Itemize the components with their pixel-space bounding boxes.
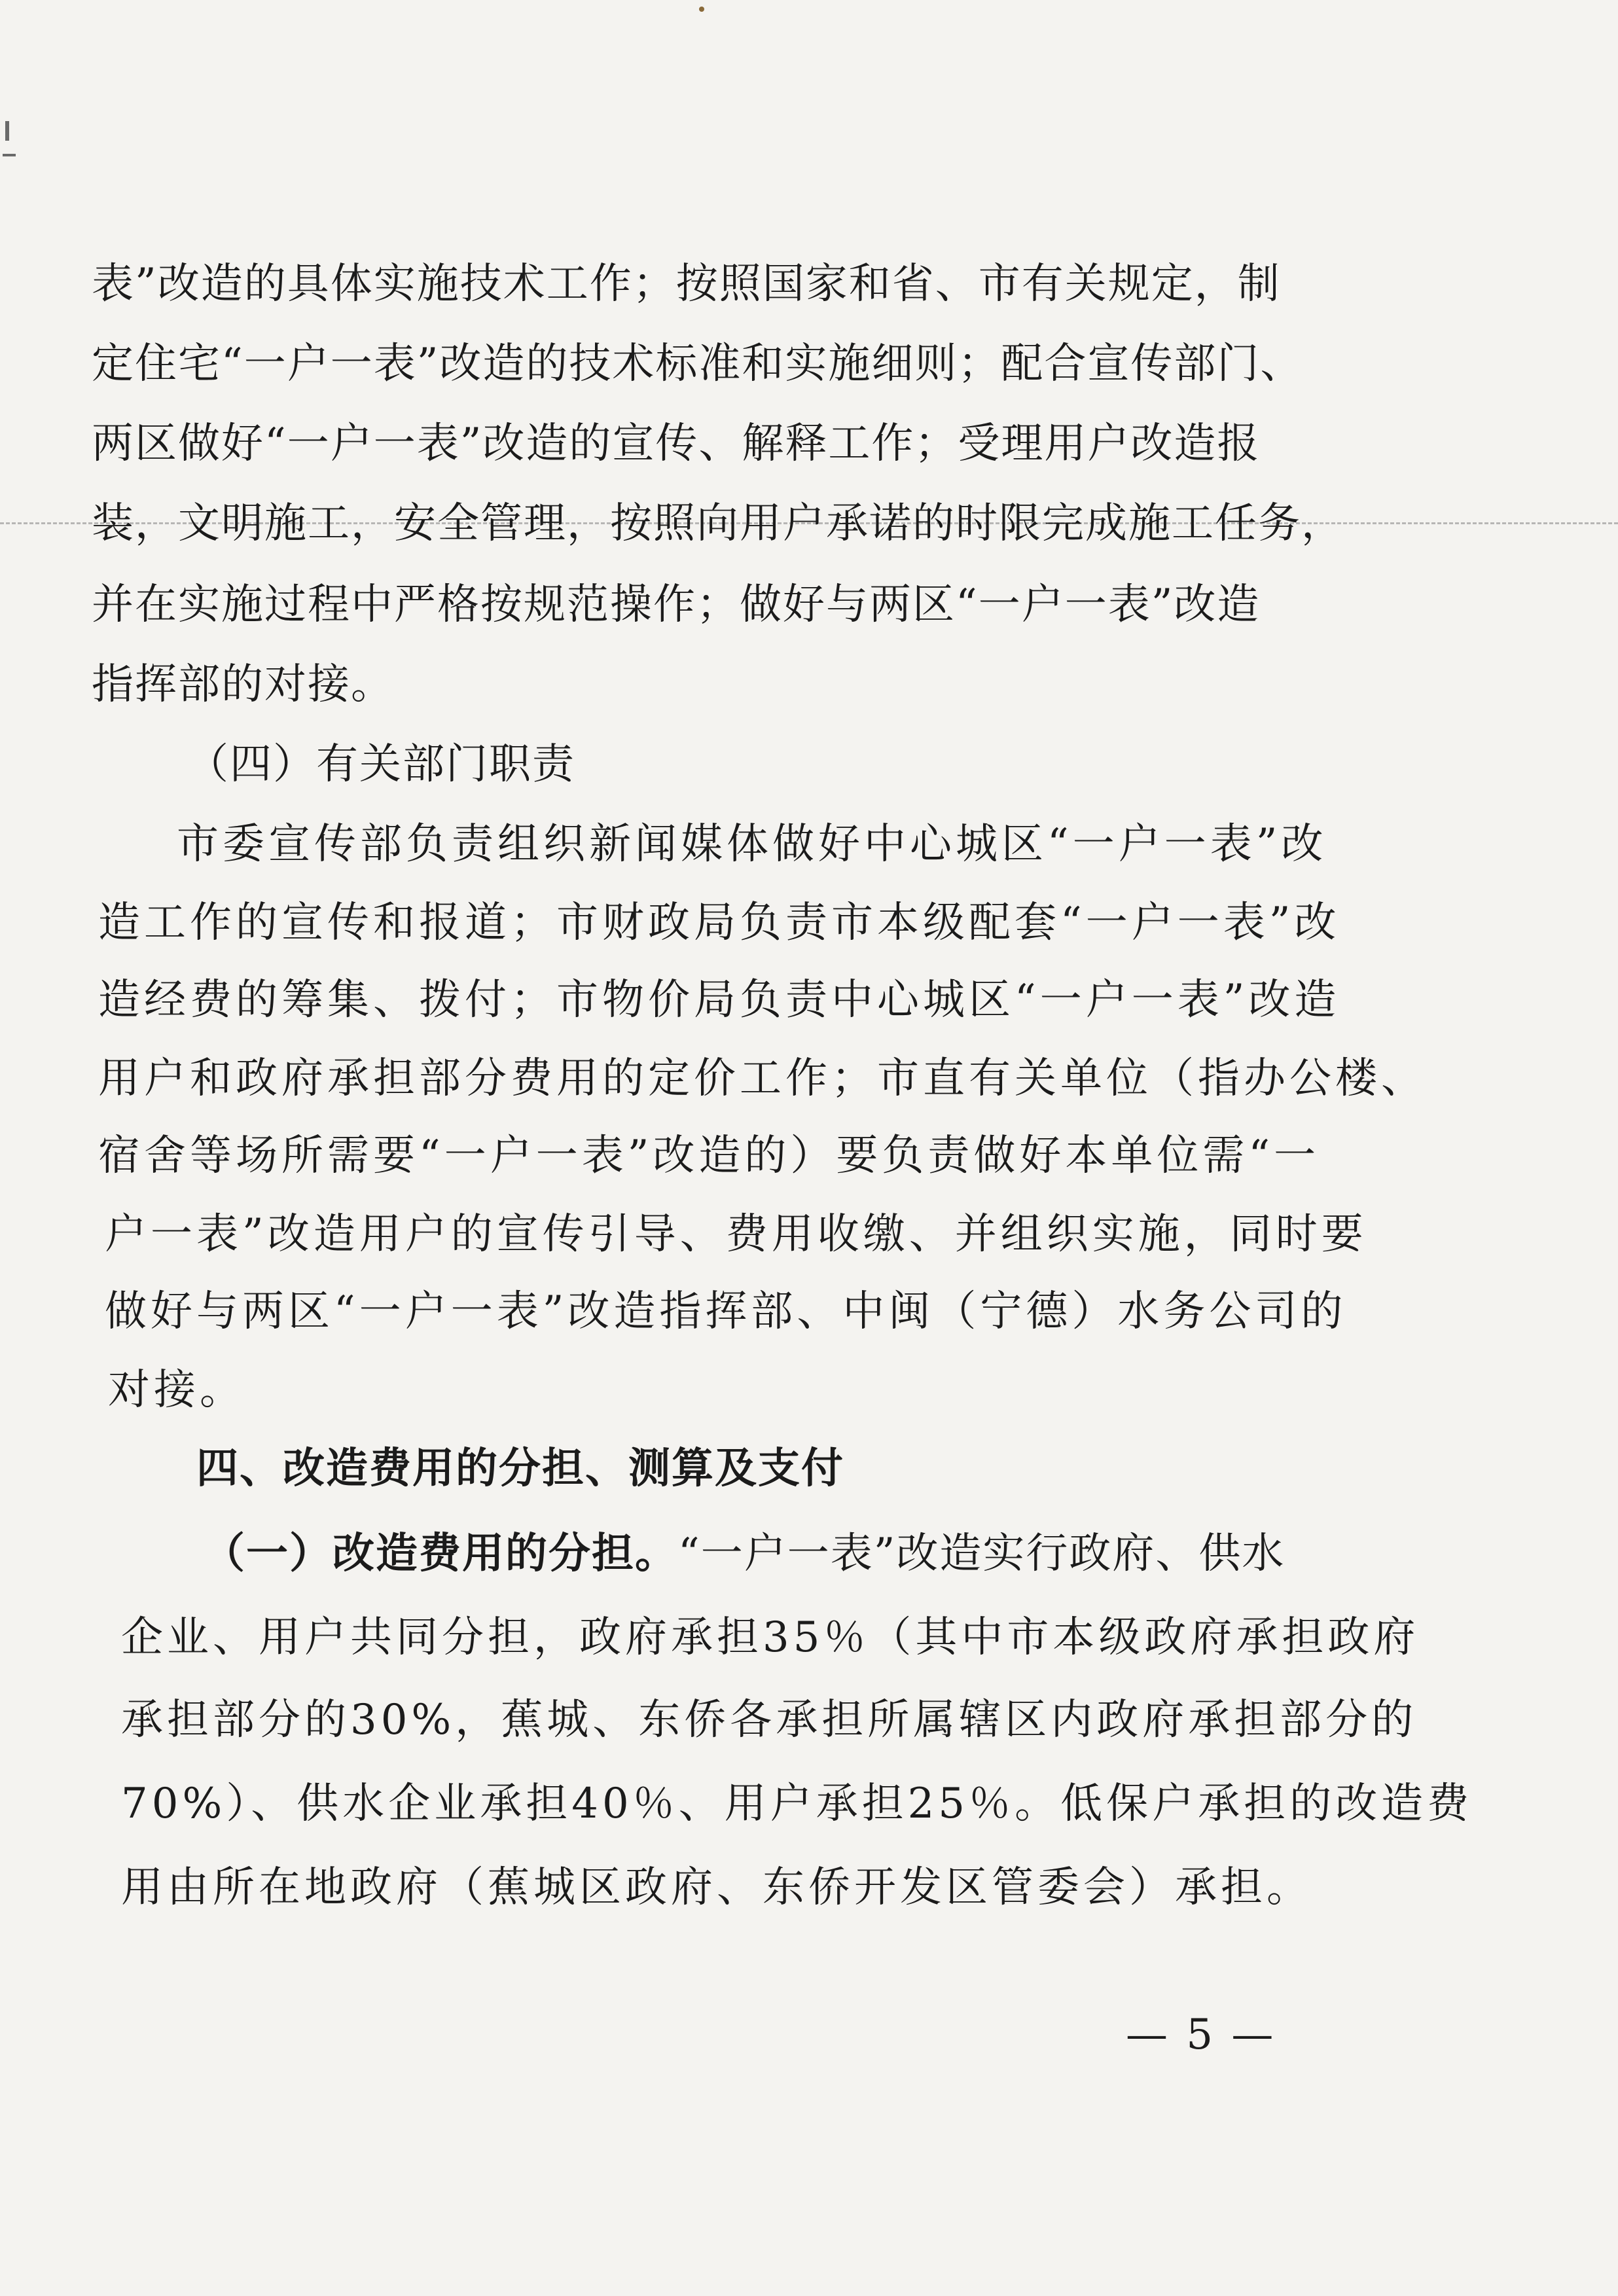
body-line: 指挥部的对接。 bbox=[92, 660, 394, 709]
body-line: 用户和政府承担部分费用的定价工作；市直有关单位（指办公楼、 bbox=[98, 1054, 1427, 1103]
scan-mark bbox=[5, 121, 9, 141]
body-line: 市委宣传部负责组织新闻媒体做好中心城区“一户一表”改 bbox=[177, 820, 1327, 869]
body-line: 定住宅“一户一表”改造的技术标准和实施细则；配合宣传部门、 bbox=[92, 340, 1304, 388]
scan-speck bbox=[699, 7, 704, 12]
body-line: 户一表”改造用户的宣传引导、费用收缴、并组织实施，同时要 bbox=[105, 1210, 1367, 1259]
section-heading: 四、改造费用的分担、测算及支付 bbox=[196, 1444, 844, 1493]
body-line: 两区做好“一户一表”改造的宣传、解释工作；受理用户改造报 bbox=[92, 420, 1261, 468]
paragraph-first-line bbox=[203, 1525, 1285, 1583]
body-line: 承担部分的30%，蕉城、东侨各承担所属辖区内政府承担部分的 bbox=[121, 1696, 1418, 1744]
body-line: 宿舍等场所需要“一户一表”改造的）要负责做好本单位需“一 bbox=[98, 1132, 1320, 1180]
page-number: — 5 — bbox=[1126, 2011, 1276, 2059]
body-line: 70%）、供水企业承担40％、用户承担25％。低保户承担的改造费 bbox=[121, 1780, 1473, 1828]
body-text: “一户一表”改造实行政府、供水 bbox=[678, 1530, 1285, 1578]
cost-heading: （一）改造费用的分担。 bbox=[203, 1529, 678, 1578]
subheading: （四）有关部门职责 bbox=[187, 740, 575, 789]
body-line: 用由所在地政府（蕉城区政府、东侨开发区管委会）承担。 bbox=[121, 1863, 1312, 1912]
body-line: 企业、用户共同分担，政府承担35％（其中市本级政府承担政府 bbox=[121, 1613, 1420, 1662]
body-line: 并在实施过程中严格按规范操作；做好与两区“一户一表”改造 bbox=[92, 581, 1261, 629]
scan-mark bbox=[3, 154, 16, 156]
body-line: 造经费的筹集、拨付；市物价局负责中心城区“一户一表”改造 bbox=[98, 976, 1340, 1024]
body-line: 造工作的宣传和报道；市财政局负责市本级配套“一户一表”改 bbox=[98, 899, 1340, 947]
body-line: 表”改造的具体实施技术工作；按照国家和省、市有关规定，制 bbox=[92, 260, 1281, 308]
body-line: 做好与两区“一户一表”改造指挥部、中闽（宁德）水务公司的 bbox=[105, 1287, 1347, 1336]
body-line: 对接。 bbox=[108, 1366, 245, 1414]
body-line: 装，文明施工，安全管理，按照向用户承诺的时限完成施工任务， bbox=[92, 499, 1344, 548]
